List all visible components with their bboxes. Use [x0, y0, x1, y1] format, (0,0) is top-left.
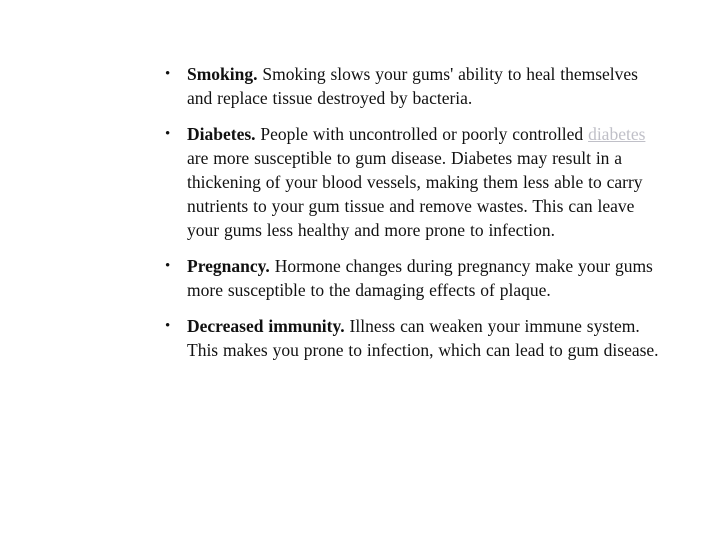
item-term: Diabetes.: [187, 124, 256, 144]
document-body: [162, 62, 662, 374]
item-term: Pregnancy.: [187, 256, 270, 276]
item-text: Hormone changes during pregnancy make your gums more susceptible to the damaging effects of plaque.: [187, 256, 653, 300]
list-item-decreased-immunity: [162, 314, 662, 362]
bullet-icon: •: [165, 258, 171, 274]
risk-factor-list: [162, 62, 662, 362]
item-text: Illness can weaken your immune system. This makes you prone to infection, which can lead to gum disease.: [187, 316, 659, 360]
bullet-icon: •: [165, 126, 171, 142]
list-item-smoking: [162, 62, 662, 110]
bullet-icon: •: [165, 318, 171, 334]
item-text-after-link: are more susceptible to gum disease. Diabetes may result in a thickening of your blood vessels, making them less able to carry nutrients to your gum tissue and remove wastes. This can leave your gums less healthy and more prone to infection.: [187, 148, 643, 240]
item-text: Smoking slows your gums' ability to heal themselves and replace tissue destroyed by bacteria.: [187, 64, 638, 108]
item-term: Decreased immunity.: [187, 316, 345, 336]
bullet-icon: •: [165, 66, 171, 82]
list-item-diabetes: [162, 122, 662, 242]
diabetes-link[interactable]: diabetes: [588, 124, 646, 144]
list-item-pregnancy: [162, 254, 662, 302]
item-text-before-link: People with uncontrolled or poorly controlled: [255, 124, 589, 144]
item-term: Smoking.: [187, 64, 258, 84]
